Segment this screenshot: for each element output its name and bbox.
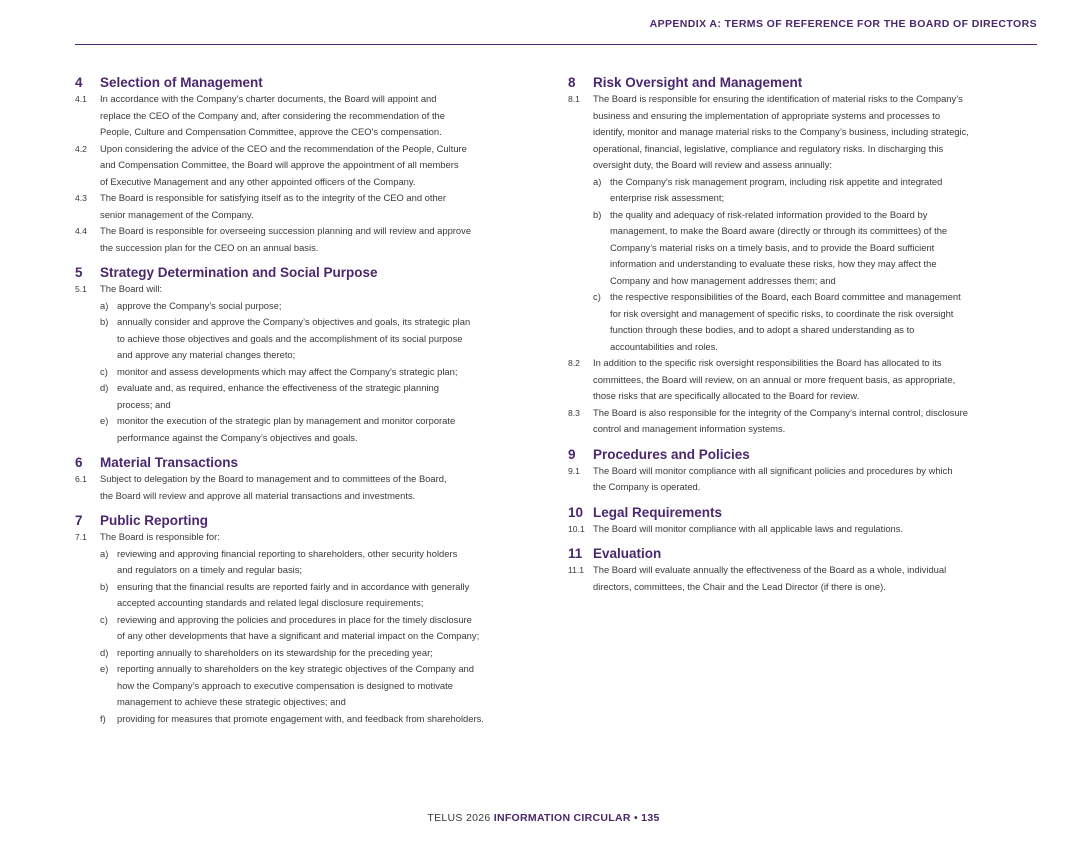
sub-clause-text-line: and regulators on a timely and regular basis; (117, 564, 303, 575)
sub-clause-body (117, 364, 545, 381)
clause-number: 7.1 (75, 532, 87, 542)
clause-text-line: The Board is responsible for: (100, 531, 220, 542)
sub-clause-text-line: of any other developments that have a significant and material impact on the Company; (117, 630, 480, 641)
clause-text-line: The Board is responsible for satisfying itself as to the integrity of the CEO and other (100, 192, 447, 203)
clause-text-line: The Board will: (100, 283, 163, 294)
clause-text-line: In accordance with the Company’s charter documents, the Board will appoint and (100, 93, 437, 104)
clause-4-4 (75, 223, 545, 256)
clause-8-1 (568, 91, 1030, 355)
clause-body (593, 405, 1030, 438)
clause-text-line: control and management information systems. (593, 423, 786, 434)
sub-clause-body (117, 612, 545, 645)
clause-number: 8.3 (568, 407, 580, 418)
sub-clause (100, 314, 545, 364)
section-8 (568, 74, 1030, 438)
clause-body (593, 463, 1030, 496)
sub-clause-body (117, 711, 545, 728)
sub-clause (100, 579, 545, 612)
clause-text-line: the succession plan for the CEO on an annual basis. (100, 241, 319, 253)
sub-clause-label: d) (100, 382, 109, 393)
section-number: 10 (568, 504, 584, 520)
sub-clause-label: e) (100, 415, 109, 426)
footer-publication: TELUS 2026 (427, 812, 491, 824)
clause-text-line: those risks that are specifically allocated to the Board for review. (593, 390, 860, 401)
sub-clause-body (610, 289, 1030, 355)
sub-clause-body (610, 207, 1030, 290)
sub-clause-body (117, 546, 545, 579)
sub-clause-text-line: enterprise risk assessment; (610, 192, 725, 203)
sub-clause-body (117, 314, 545, 364)
clause-text-line: oversight duty, the Board will review and assess annually: (593, 159, 833, 170)
left-column (75, 74, 545, 735)
clause-text-line: identify, monitor and manage material risks to the Company’s business, including strategic, (593, 126, 969, 137)
header-divider (75, 44, 1037, 45)
section-11 (568, 545, 1030, 595)
clause-text-line: The Board is also responsible for the integrity of the Company’s internal control, disclosure (593, 406, 969, 418)
clause-text-line: Subject to delegation by the Board to management and to committees of the Board, (100, 473, 447, 484)
sub-clause-text-line: function through these bodies, and to adopt a shared understanding as to (610, 324, 915, 335)
section-title: Public Reporting (100, 513, 208, 528)
clause-text-line: The Board will monitor compliance with all significant policies and procedures by which (593, 464, 953, 476)
section-heading (568, 545, 1030, 562)
section-heading (75, 264, 545, 281)
sub-clause-text-line: process; and (117, 398, 171, 410)
section-4 (75, 74, 545, 256)
sub-clause-body (117, 579, 545, 612)
clause-text-line: the Company is operated. (593, 481, 701, 492)
clause-number: 9.1 (568, 465, 580, 476)
section-heading (568, 446, 1030, 463)
clause-9-1 (568, 463, 1030, 496)
sub-clause (100, 298, 545, 315)
clause-body (100, 91, 545, 141)
clause-11-1 (568, 562, 1030, 595)
clause-number: 11.1 (568, 565, 585, 575)
clause-body (100, 471, 545, 504)
sub-clause-text-line: Company and how management addresses them; and (610, 274, 836, 286)
sub-clause-text-line: monitor and assess developments which may affect the Company’s strategic plan; (117, 365, 458, 377)
sub-clause-body (117, 661, 545, 711)
clause-body (593, 91, 1030, 355)
section-number: 9 (568, 446, 576, 462)
section-number: 8 (568, 75, 576, 90)
clause-text-line: the Board will review and approve all material transactions and investments. (100, 489, 416, 501)
clause-8-2 (568, 355, 1030, 405)
sub-clause-text-line: how the Company’s approach to executive compensation is designed to motivate (117, 679, 453, 691)
section-heading (75, 74, 545, 91)
section-title: Evaluation (593, 546, 662, 561)
clause-4-1 (75, 91, 545, 141)
sub-clause-text-line: accountabilities and roles. (610, 340, 718, 352)
clause-body (593, 355, 1030, 405)
section-5 (75, 264, 545, 446)
clause-text-line: operational, financial, legislative, compliance and regulatory risks. In discharging this (593, 142, 944, 154)
clause-text-line: The Board will monitor compliance with all applicable laws and regulations. (593, 522, 904, 534)
sub-clause-label: a) (593, 175, 602, 187)
clause-number: 8.2 (568, 358, 580, 368)
section-number: 11 (568, 546, 583, 561)
clause-number: 4.4 (75, 226, 87, 236)
sub-clause-text-line: ensuring that the financial results are reported fairly and in accordance with generally (117, 580, 470, 592)
sub-clause-label: b) (593, 208, 602, 220)
sub-clause-label: b) (100, 316, 109, 327)
clause-number: 5.1 (75, 284, 87, 294)
clause-number: 4.2 (75, 143, 87, 154)
section-heading (75, 454, 545, 471)
sub-clause-text-line: the Company’s risk management program, including risk appetite and integrated (610, 175, 943, 187)
sub-clause-text-line: Company’s material risks on a timely basis, and to provide the Board sufficient (610, 241, 935, 253)
section-number: 4 (75, 75, 83, 90)
clause-7-1 (75, 529, 545, 727)
sub-clause-label: a) (100, 547, 109, 559)
sub-clause (593, 174, 1030, 207)
sub-clause-text-line: for risk oversight and management of specific risks, to coordinate the risk oversight (610, 307, 954, 319)
sub-clause (100, 364, 545, 381)
clause-5-1 (75, 281, 545, 446)
sub-clause-label: e) (100, 663, 109, 674)
clause-4-2 (75, 141, 545, 191)
sub-clause-label: c) (100, 613, 108, 625)
right-column (568, 74, 1030, 603)
section-title: Selection of Management (100, 75, 263, 90)
page-header-title: APPENDIX A: TERMS OF REFERENCE FOR THE BOARD OF DIRECTORS (649, 18, 1037, 30)
sub-clause-text-line: monitor the execution of the strategic plan by management and monitor corporate (117, 415, 456, 426)
sub-clause-text-line: the quality and adequacy of risk-related information provided to the Board by (610, 208, 928, 220)
clause-text-line: replace the CEO of the Company and, after considering the recommendation of the (100, 109, 445, 121)
clause-text-line: People, Culture and Compensation Committee, approve the CEO’s compensation. (100, 126, 442, 137)
sub-clause (100, 711, 545, 728)
footer-document-page: INFORMATION CIRCULAR • 135 (493, 812, 660, 824)
sub-clause-body (117, 645, 545, 662)
clause-body (100, 141, 545, 191)
sub-clause-text-line: information and understanding to evaluate these risks, how they may affect the (610, 258, 937, 269)
sub-clause-label: c) (593, 291, 601, 302)
clause-text-line: In addition to the specific risk oversight responsibilities the Board has allocated to its (593, 357, 942, 368)
section-number: 6 (75, 455, 83, 470)
section-title: Procedures and Policies (593, 446, 750, 462)
sub-clause-text-line: reporting annually to shareholders on the key strategic objectives of the Company and (117, 663, 474, 674)
sub-clause (100, 413, 545, 446)
clause-body (100, 281, 545, 446)
section-9 (568, 446, 1030, 496)
section-title: Strategy Determination and Social Purpose (100, 265, 378, 280)
clause-body (100, 529, 545, 727)
sub-clause (593, 207, 1030, 290)
sub-clause-body (117, 298, 545, 315)
sub-clause (100, 645, 545, 662)
clause-number: 6.1 (75, 474, 87, 484)
clause-text-line: The Board is responsible for overseeing succession planning and will review and approve (100, 225, 472, 236)
section-title: Risk Oversight and Management (593, 75, 803, 90)
sub-clause-label: a) (100, 299, 109, 311)
sub-clause-text-line: the respective responsibilities of the Board, each Board committee and management (610, 291, 961, 302)
sub-clause-text-line: providing for measures that promote engagement with, and feedback from shareholders. (117, 712, 484, 724)
section-title: Legal Requirements (593, 504, 723, 520)
section-number: 5 (75, 265, 83, 280)
sub-clause (100, 661, 545, 711)
clause-body (100, 223, 545, 256)
sub-clause (100, 546, 545, 579)
sub-clause-text-line: management, to make the Board aware (directly or through its committees) of the (610, 225, 948, 236)
clause-8-3 (568, 405, 1030, 438)
sub-clause-label: c) (100, 365, 108, 377)
clause-number: 8.1 (568, 94, 580, 104)
clause-number: 4.3 (75, 193, 87, 203)
sub-clause-text-line: approve the Company’s social purpose; (117, 299, 282, 311)
sub-clause-text-line: to achieve those objectives and goals and the accomplishment of its social purpose (117, 332, 463, 344)
sub-clause-text-line: reviewing and approving the policies and procedures in place for the timely disclosure (117, 613, 472, 625)
clause-text-line: The Board is responsible for ensuring the identification of material risks to the Company’s (593, 93, 963, 104)
clause-text-line: The Board will evaluate annually the effectiveness of the Board as a whole, individual (593, 564, 947, 575)
sub-clause-text-line: annually consider and approve the Company’s objectives and goals, its strategic plan (117, 316, 471, 327)
sub-clause-text-line: accepted accounting standards and related legal disclosure requirements; (117, 597, 424, 608)
section-heading (568, 504, 1030, 521)
clause-text-line: committees, the Board will review, on an annual or more frequent basis, as appropriate, (593, 373, 956, 385)
sub-clause-text-line: reporting annually to shareholders on its stewardship for the preceding year; (117, 646, 433, 658)
section-6 (75, 454, 545, 504)
section-title: Material Transactions (100, 455, 239, 470)
sub-clause-text-line: evaluate and, as required, enhance the effectiveness of the strategic planning (117, 382, 439, 393)
section-heading (75, 512, 545, 529)
sub-clause-label: b) (100, 580, 109, 592)
sub-clause-text-line: management to achieve these strategic objectives; and (117, 696, 346, 707)
section-10 (568, 504, 1030, 538)
section-number: 7 (75, 513, 83, 528)
sub-clause-text-line: performance against the Company’s objectives and goals. (117, 431, 358, 443)
sub-clause-body (610, 174, 1030, 207)
clause-number: 10.1 (568, 523, 585, 534)
page-footer (0, 812, 1087, 824)
sub-clause (593, 289, 1030, 355)
clause-body (593, 562, 1030, 595)
clause-text-line: business and ensuring the implementation of appropriate systems and processes to (593, 109, 941, 121)
sub-clause (100, 380, 545, 413)
sub-clause-body (117, 413, 545, 446)
clause-text-line: Upon considering the advice of the CEO and the recommendation of the People, Culture (100, 142, 467, 154)
clause-4-3 (75, 190, 545, 223)
clause-body (593, 521, 1030, 538)
clause-text-line: and Compensation Committee, the Board will approve the appointment of all members (100, 159, 459, 170)
section-7 (75, 512, 545, 727)
clause-number: 4.1 (75, 94, 87, 104)
sub-clause-label: f) (100, 712, 106, 724)
clause-6-1 (75, 471, 545, 504)
sub-clause (100, 612, 545, 645)
clause-text-line: senior management of the Company. (100, 208, 254, 220)
sub-clause-text-line: and approve any material changes thereto; (117, 349, 296, 360)
sub-clause-text-line: reviewing and approving financial reporting to shareholders, other security holders (117, 547, 458, 559)
clause-text-line: directors, committees, the Chair and the Lead Director (if there is one). (593, 580, 886, 592)
section-heading (568, 74, 1030, 91)
sub-clause-body (117, 380, 545, 413)
clause-body (100, 190, 545, 223)
clause-10-1 (568, 521, 1030, 538)
clause-text-line: of Executive Management and any other appointed officers of the Company. (100, 175, 416, 187)
sub-clause-label: d) (100, 646, 109, 658)
